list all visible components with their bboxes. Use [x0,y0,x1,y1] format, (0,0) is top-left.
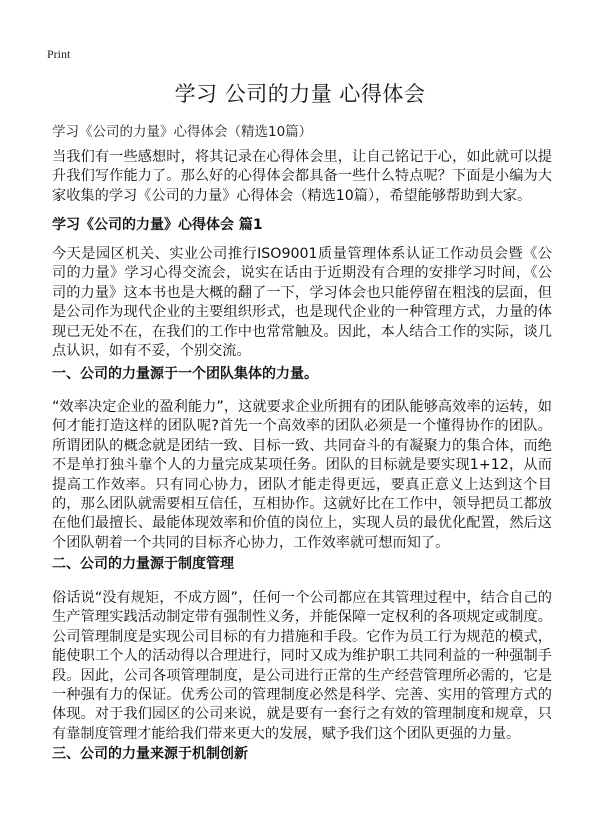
document-subtitle: 学习《公司的力量》心得体会（精选10篇） [52,124,313,140]
heading-2: 二、公司的力量源于制度管理 [52,556,234,572]
section-title: 学习《公司的力量》心得体会 篇1 [52,217,263,233]
print-label: Print [47,47,71,61]
paragraph-1: 今天是园区机关、实业公司推行ISO9001质量管理体系认证工作动员会暨《公司的力量》学习心得交流会，说实在话由于近期没有合理的安排学习时间，《公司的力量》这本书也是大概的翻了一下，学习体会也只能停留在粗浅的层面，但是公司作为现代企业的主要组织形式，也是现代企业的一种管理方式，力量的体现已无处不在，在我们的工作中也常常触及。因此，本人结合工作的实际，谈几点认识，如有不妥，个别交流。 [52,246,552,360]
intro-paragraph: 当我们有一些感想时，将其记录在心得体会里，让自己铭记于心，如此就可以提升我们写作能力了。那么好的心得体会都具备一些什么特点呢？下面是小编为大家收集的学习《公司的力量》心得体会（精选10篇），希望能够帮助到大家。 [52,149,552,204]
paragraph-3: 俗话说“没有规矩，不成方圆”，任何一个公司都应在其管理过程中，结合自己的生产管理实践活动制定带有强制性义务，并能保障一定权利的各项规定或制度。公司管理制度是实现公司目标的有力措施和手段。它作为员工行为规范的模式，能使职工个人的活动得以合理进行，同时又成为维护职工共同利益的一种强制手段。因此，公司各项管理制度，是公司进行正常的生产经营管理所必需的，它是一种强有力的保证。优秀公司的管理制度必然是科学、完善、实用的管理方式的体现。对于我们园区的公司来说，就是要有一套行之有效的管理制度和规章，只有靠制度管理才能给我们带来更大的发展，赋予我们这个团队更强的力量。 [52,590,552,742]
document-title: 学习 公司的力量 心得体会 [174,82,426,106]
paragraph-2: “效率决定企业的盈利能力”，这就要求企业所拥有的团队能够高效率的运转，如何才能打造这样的团队呢?首先一个高效率的团队必须是一个懂得协作的团队。所谓团队的概念就是团结一致、目标一致、共同奋斗的有凝聚力的集合体，而绝不是单打独斗靠个人的力量完成某项任务。团队的目标就是要实现1+12，从而提高工作效率。只有同心协力，团队才能走得更远，要真正意义上达到这个目的，那么团队就需要相互信任，互相协作。这就好比在工作中，领导把员工都放在他们最擅长、最能体现效率和价值的岗位上，实现人员的最优化配置，然后这个团队朝着一个共同的目标齐心协力，工作效率就可想而知了。 [52,399,552,551]
heading-1: 一、公司的力量源于一个团队集体的力量。 [52,366,318,382]
heading-3: 三、公司的力量来源于机制创新 [52,746,248,762]
